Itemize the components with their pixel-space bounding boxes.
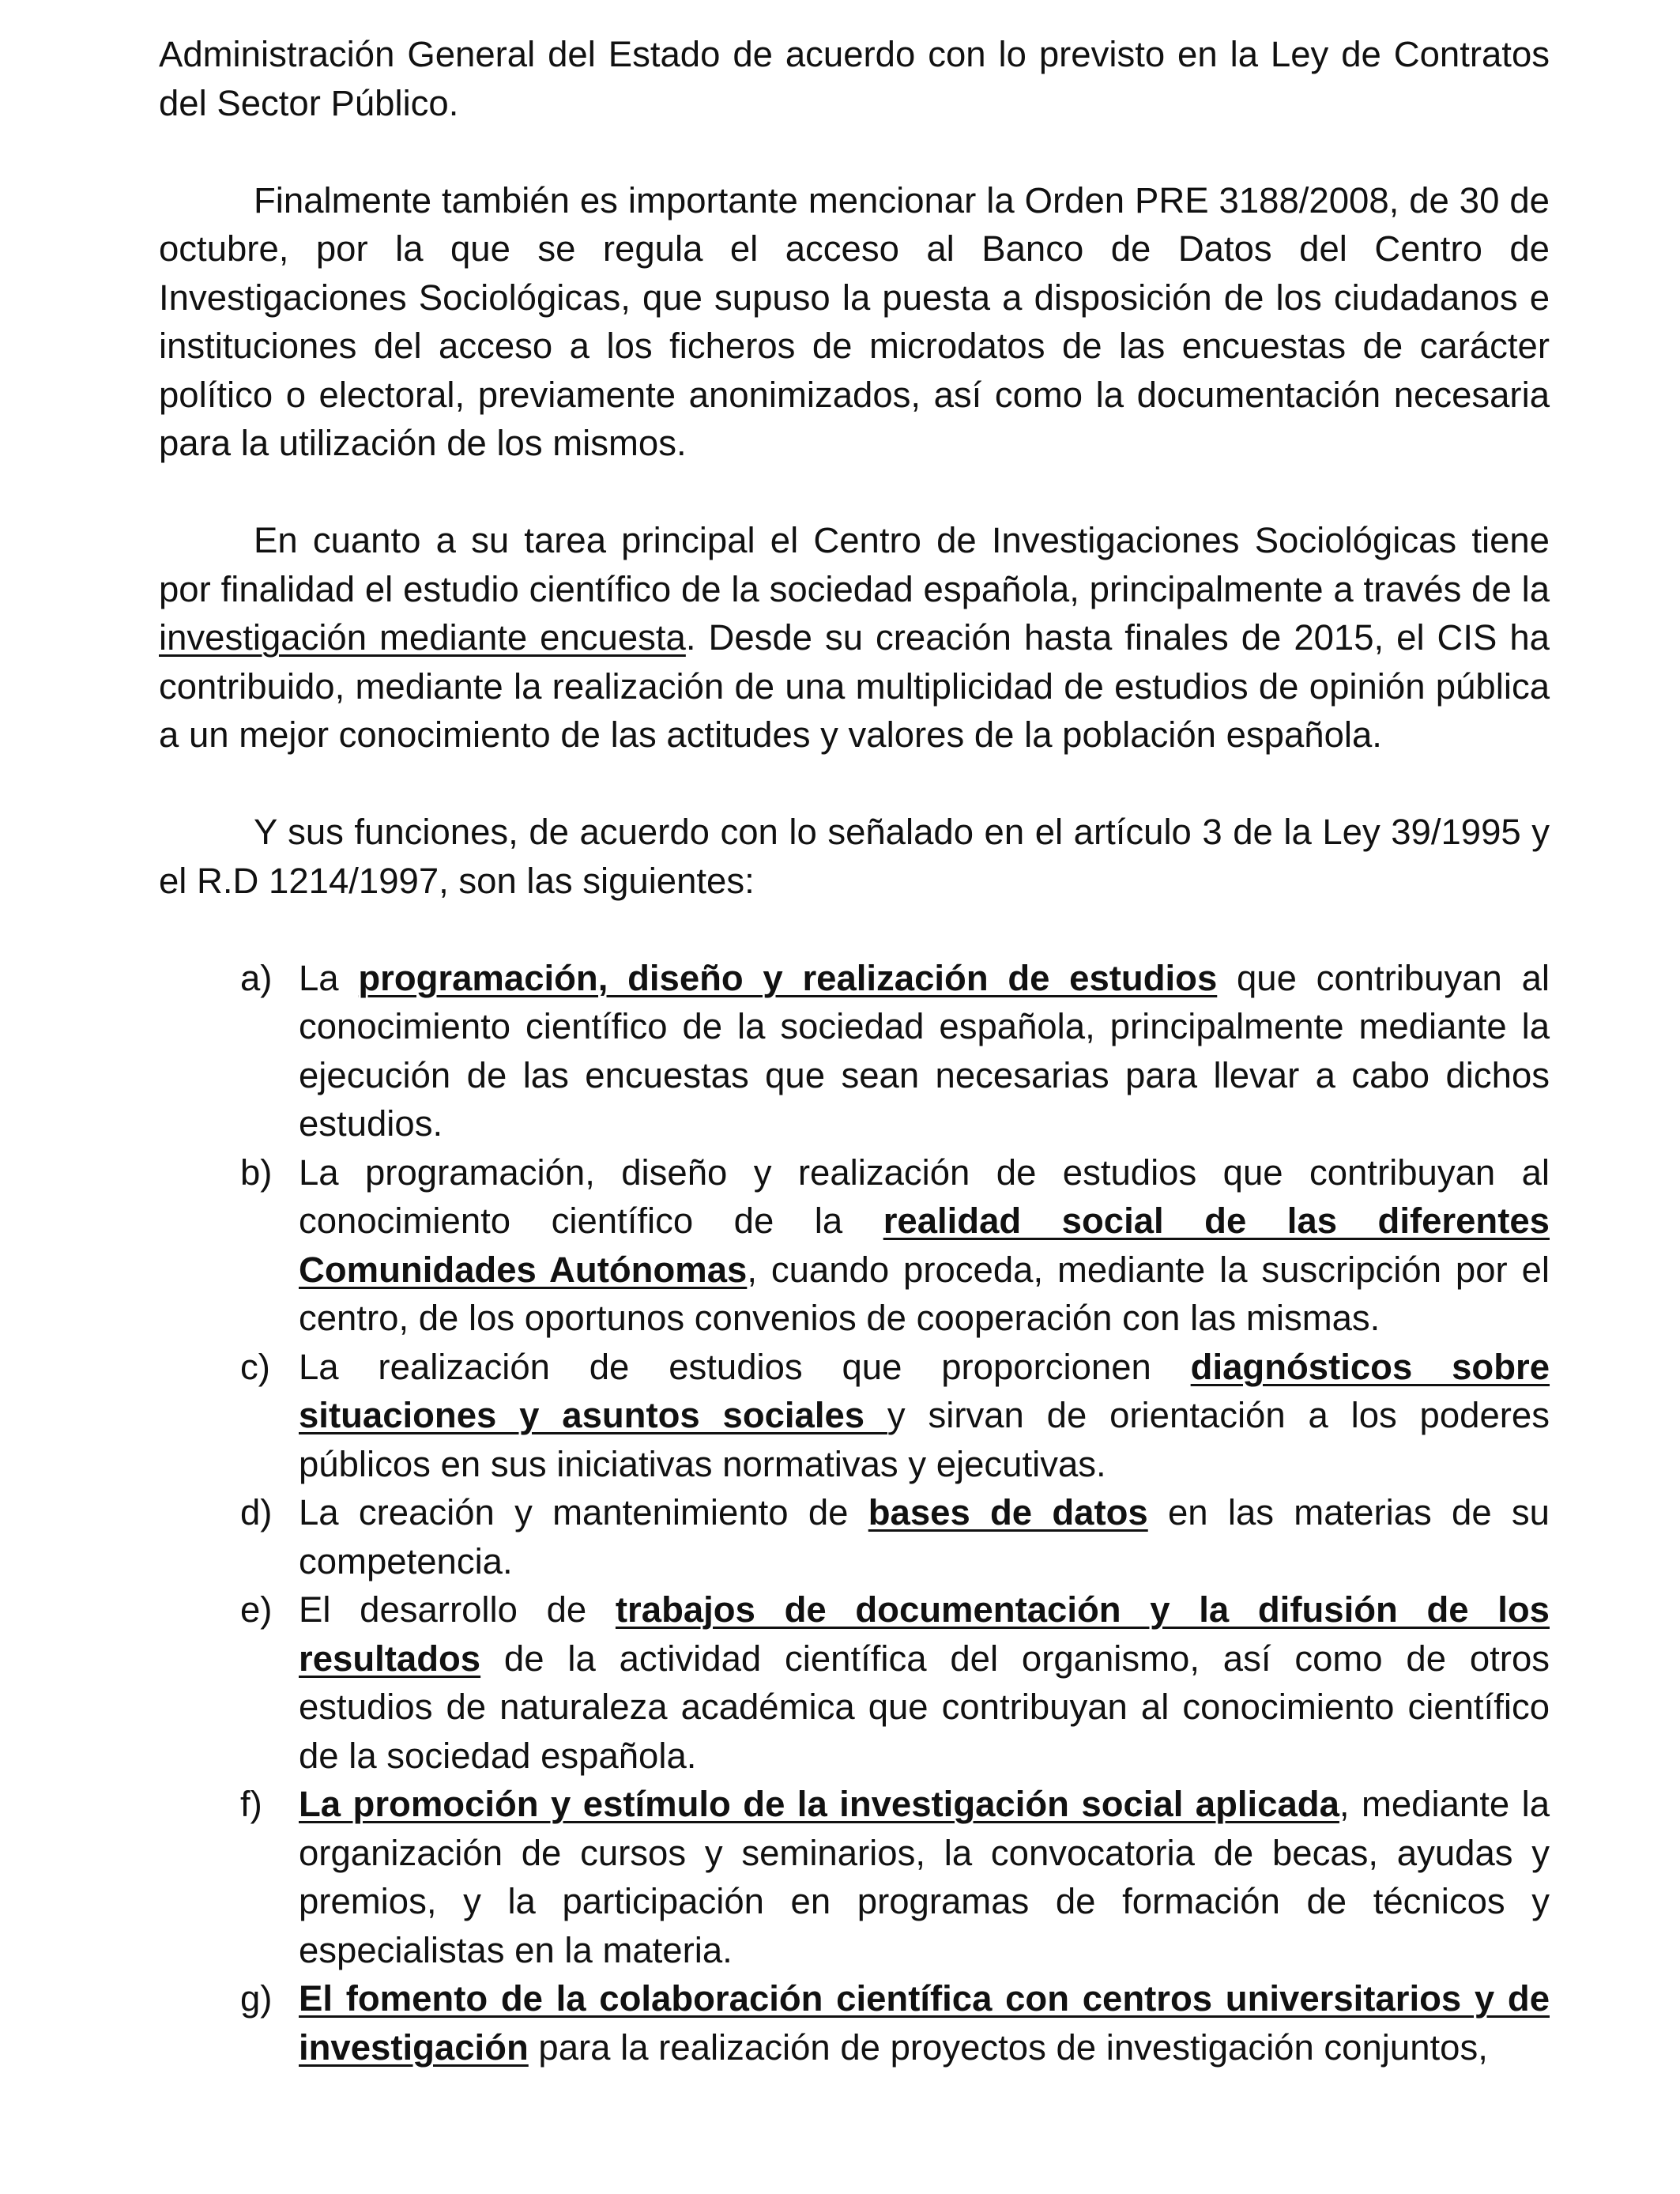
list-marker: a)	[240, 957, 273, 998]
item-text-after: que contribuyan al conocimiento científico de la sociedad española, principalmente mediante la ejecución de las encuestas que sean necesarias para llevar a cabo dichos estudios.	[299, 957, 1550, 1144]
orden-text: Finalmente también es importante mencionar la Orden PRE 3188/2008, de 30 de octubre, por la que se regula el acceso al Banco de Datos del Centro de Investigaciones Sociológicas, que supuso la puesta a disposición de los ciudadanos e instituciones del acceso a los ficheros de microdatos de las encuestas de carácter político o electoral, previamente anonimizados, así como la documentación necesaria para la utilización de los mismos.	[159, 179, 1550, 463]
item-text-after: , mediante la organización de cursos y seminarios, la convocatoria de becas, ayudas y premios, y la participación en programas de formación de técnicos y especialistas en la materia.	[299, 1784, 1550, 1970]
funciones-text: Y sus funciones, de acuerdo con lo señalado en el artículo 3 de la Ley 39/1995 y el R.D 1214/1997, son las siguientes:	[159, 812, 1550, 901]
item-text-after: de la actividad científica del organismo, así como de otros estudios de naturaleza académica que contribuyan al conocimiento científico de la sociedad española.	[299, 1638, 1550, 1776]
orden-paragraph	[159, 176, 1550, 468]
item-highlight: programación, diseño y realización de estudios	[358, 957, 1218, 998]
item-text-before: La	[299, 957, 359, 998]
list-item-g	[159, 1974, 1550, 2071]
item-highlight: trabajos de documentación y la difusión de los resultados	[299, 1589, 1550, 1679]
item-text-before: La creación y mantenimiento de	[299, 1492, 868, 1532]
list-item-a	[159, 954, 1550, 1148]
item-highlight: bases de datos	[868, 1492, 1148, 1532]
item-text-before: La realización de estudios que proporcionen	[299, 1346, 1191, 1387]
list-item-d	[159, 1488, 1550, 1585]
item-text-after: en las materias de su competencia.	[299, 1492, 1550, 1581]
list-marker: g)	[240, 1978, 273, 2019]
item-text-before: El desarrollo de	[299, 1589, 616, 1630]
intro-text: Administración General del Estado de acuerdo con lo previsto en la Ley de Contratos del Sector Público.	[159, 34, 1550, 123]
document-page	[159, 30, 1550, 2071]
intro-paragraph	[159, 30, 1550, 127]
item-text-after: y sirvan de orientación a los poderes públicos en sus iniciativas normativas y ejecutivas.	[299, 1395, 1550, 1484]
list-item-b	[159, 1148, 1550, 1343]
list-marker: c)	[240, 1346, 270, 1387]
funciones-paragraph	[159, 808, 1550, 905]
list-item-c	[159, 1343, 1550, 1489]
funciones-list	[159, 954, 1550, 2072]
item-text-after: para la realización de proyectos de investigación conjuntos,	[528, 2026, 1488, 2068]
item-highlight: realidad social de las diferentes Comunidades Autónomas	[299, 1201, 1550, 1290]
tarea-paragraph	[159, 516, 1550, 760]
list-marker: d)	[240, 1492, 273, 1532]
list-marker: f)	[240, 1784, 262, 1824]
list-marker: b)	[240, 1152, 273, 1193]
tarea-underlined-phrase: investigación mediante encuesta	[159, 617, 686, 658]
list-marker: e)	[240, 1589, 273, 1630]
list-item-f	[159, 1780, 1550, 1974]
item-text-after: , cuando proceda, mediante la suscripción por el centro, de los oportunos convenios de cooperación con las mismas.	[299, 1249, 1550, 1338]
item-highlight: El fomento de la colaboración científica con centros universitarios y de investigación	[299, 1978, 1550, 2068]
item-text-before: La programación, diseño y realización de estudios que contribuyan al conocimiento científico de la	[299, 1152, 1550, 1241]
item-highlight: La promoción y estímulo de la investigación social aplicada	[299, 1784, 1339, 1824]
item-highlight: diagnósticos sobre situaciones y asuntos sociales	[299, 1346, 1550, 1435]
tarea-text-after: . Desde su creación hasta finales de 2015, el CIS ha contribuido, mediante la realización de una multiplicidad de estudios de opinión pública a un mejor conocimiento de las actitudes y valores de la población española.	[159, 617, 1550, 755]
list-item-e	[159, 1585, 1550, 1780]
tarea-text-before: En cuanto a su tarea principal el Centro de Investigaciones Sociológicas tiene por finalidad el estudio científico de la sociedad española, principalmente a través de la	[159, 520, 1550, 609]
